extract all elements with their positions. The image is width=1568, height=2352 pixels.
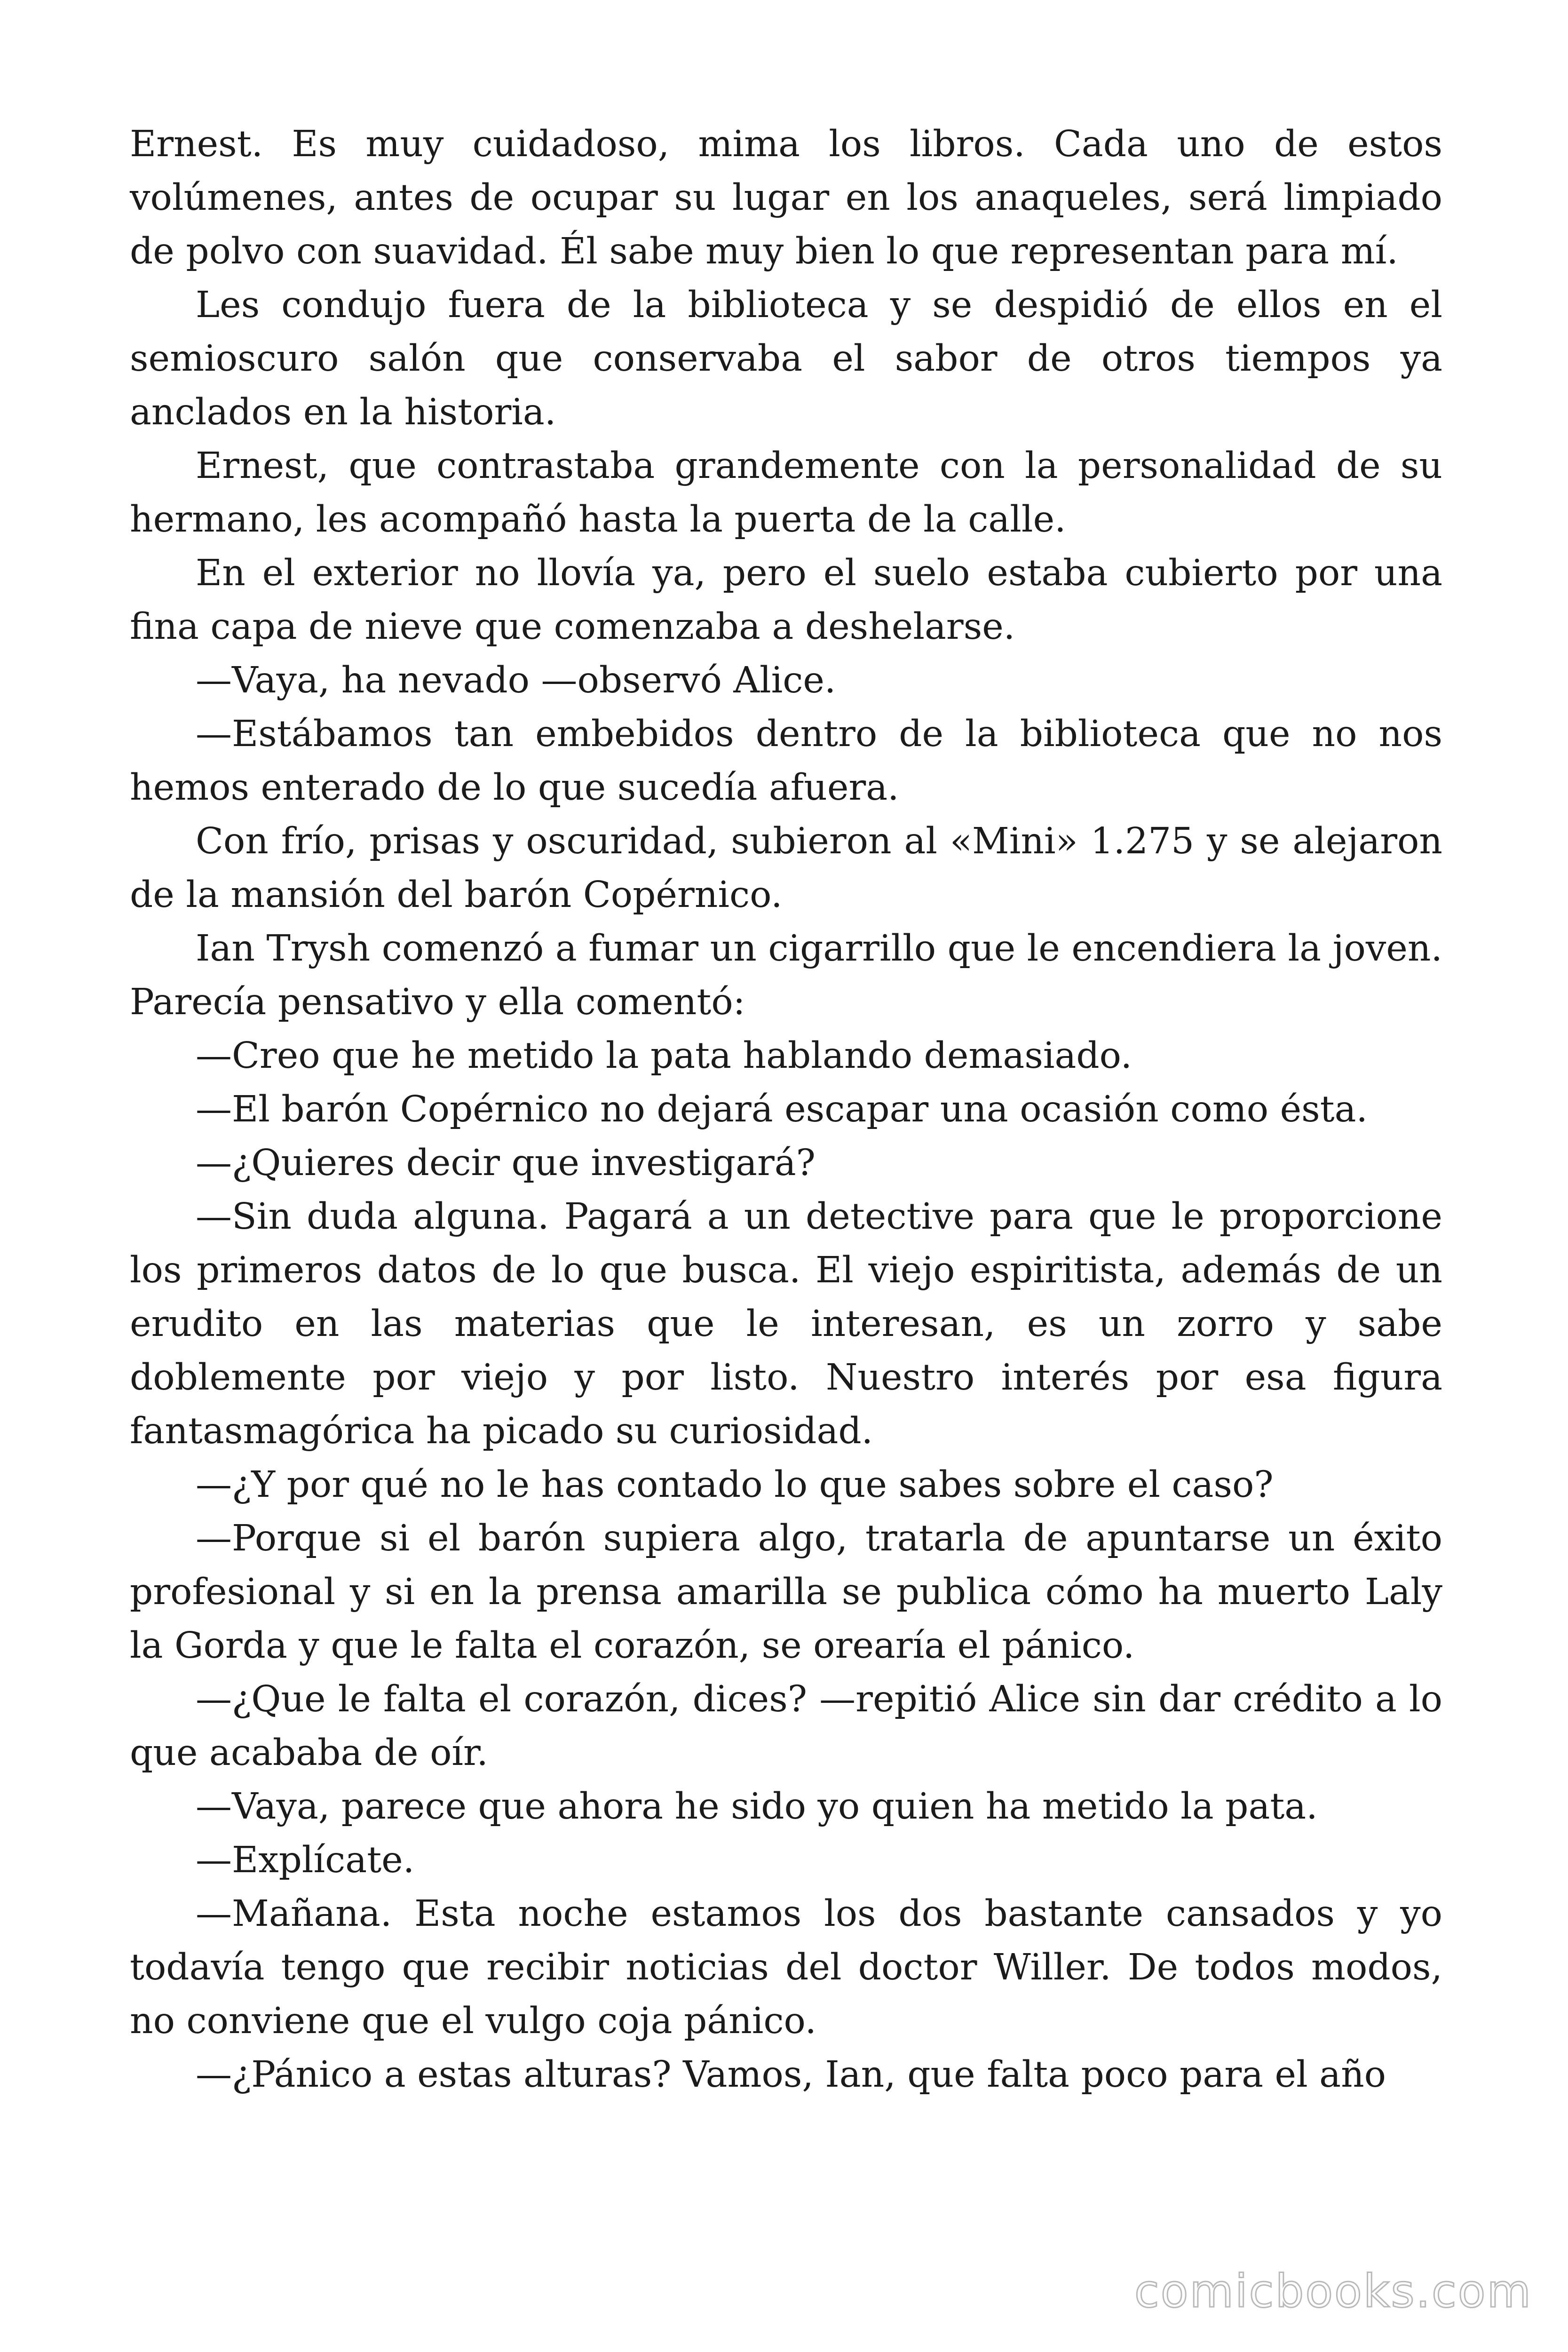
paragraph: Ian Trysh comenzó a fumar un cigarrillo que le encendiera la joven. Parecía pensativo y ella comentó: [130,928,1442,1023]
paragraph: —¿Y por qué no le has contado lo que sabes sobre el caso? [196,1464,1274,1506]
paragraph: —Porque si el barón supiera algo, tratarla de apuntarse un éxito profesional y si en la prensa amarilla se publica cómo ha muerto Laly la Gorda y que le falta el corazón, se orearía el pánico. [130,1518,1442,1667]
paragraph: Ernest, que contrastaba grandemente con la personalidad de su hermano, les acompañó hasta la puerta de la calle. [130,445,1442,540]
watermark: comicbooks.com [1134,2265,1532,2318]
paragraph: Les condujo fuera de la biblioteca y se despidió de ellos en el semioscuro salón que conservaba el sabor de otros tiempos ya anclados en la historia. [130,284,1442,433]
page-text [130,118,1442,2102]
paragraph: —Creo que he metido la pata hablando demasiado. [196,1035,1132,1077]
paragraph: En el exterior no llovía ya, pero el suelo estaba cubierto por una fina capa de nieve que comenzaba a deshelarse. [130,552,1442,648]
paragraph: —¿Que le falta el corazón, dices? —repitió Alice sin dar crédito a lo que acababa de oír. [130,1678,1442,1774]
paragraph: —¿Pánico a estas alturas? Vamos, Ian, que falta poco para el año [196,2054,1386,2096]
paragraph: Con frío, prisas y oscuridad, subieron al «Mini» 1.275 y se alejaron de la mansión del barón Copérnico. [130,820,1442,916]
paragraph: —Explícate. [196,1839,415,1881]
paragraph: —Estábamos tan embebidos dentro de la biblioteca que no nos hemos enterado de lo que sucedía afuera. [130,713,1442,809]
paragraph: —Vaya, ha nevado —observó Alice. [196,660,836,701]
paragraph: Ernest. Es muy cuidadoso, mima los libros. Cada uno de estos volúmenes, antes de ocupar su lugar en los anaqueles, será limpiado de polvo con suavidad. Él sabe muy bien lo que representan para mí. [130,123,1442,272]
paragraph: —¿Quieres decir que investigará? [196,1142,816,1184]
paragraph: —El barón Copérnico no dejará escapar una ocasión como ésta. [196,1089,1368,1130]
paragraph: —Vaya, parece que ahora he sido yo quien ha metido la pata. [196,1786,1318,1828]
paragraph: —Sin duda alguna. Pagará a un detective para que le proporcione los primeros datos de lo que busca. El viejo espiritista, además de un erudito en las materias que le interesan, es un zorro y sabe doblemente por viejo y por listo. Nuestro interés por esa figura fantasmagórica ha picado su curiosidad. [130,1196,1442,1452]
paragraph: —Mañana. Esta noche estamos los dos bastante cansados y yo todavía tengo que recibir noticias del doctor Willer. De todos modos, no conviene que el vulgo coja pánico. [130,1893,1442,2042]
